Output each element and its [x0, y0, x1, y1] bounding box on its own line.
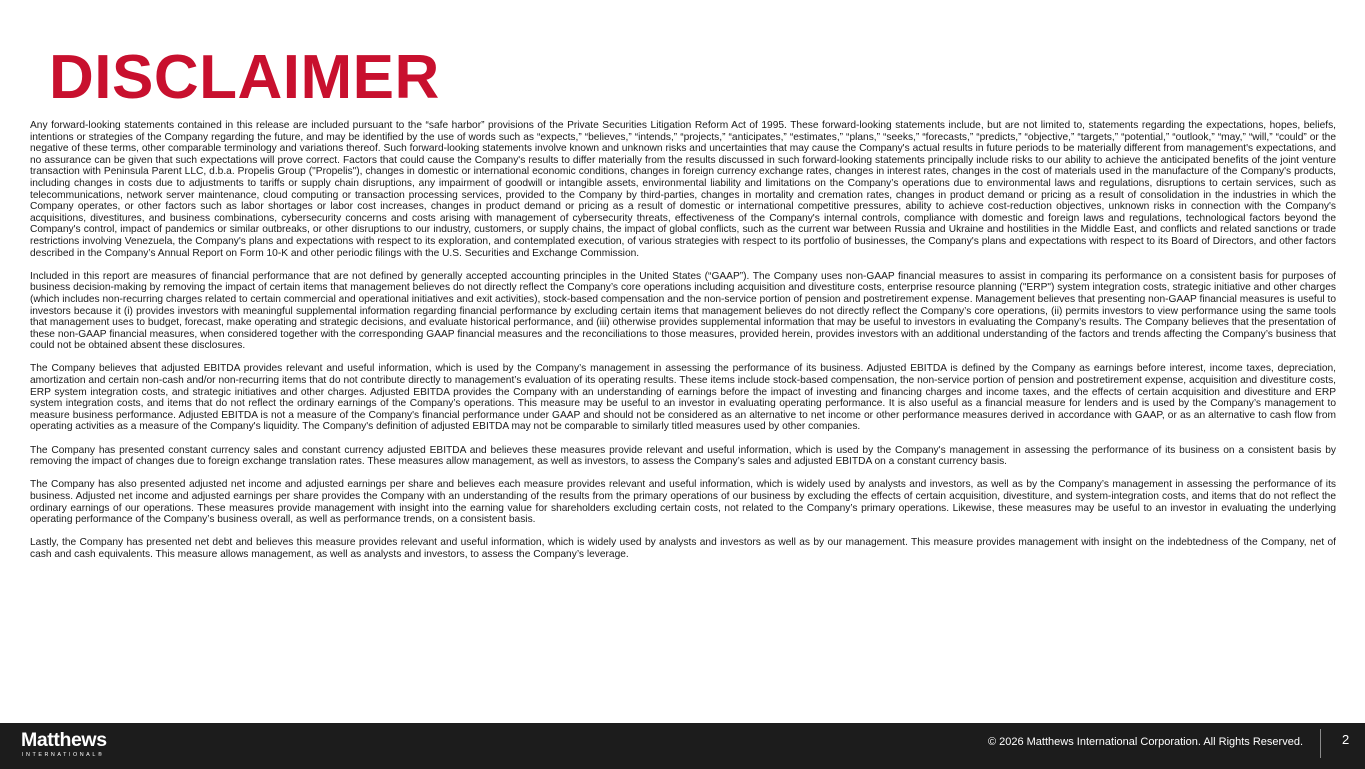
disclaimer-paragraph-forward-looking: Any forward-looking statements contained in this release are included pursuant to the “safe harbor” provisions of the Private Securities Litigation Reform Act of 1995. These forward-looking statements include, but are not limited to, statements regarding the expectations, hopes, beliefs, intentions or strategies of the Company regarding the future, and may be identified by the use of words such as “expects,” “believes,” “intends,” “projects,” “anticipates,” “estimates,” “plans,” “seeks,” “forecasts,” “predicts,” “objective,” “targets,” “potential,” “outlook,” “may,” “will,” “could” or the negative of these terms, other comparable terminology and variations thereof. Such forward-looking statements involve known and unknown risks and uncertainties that may cause the Company's actual results in future periods to be materially different from management's expectations, and no assurance can be given that such expectations will prove correct. Factors that could cause the Company's results to differ materially from the results discussed in such forward-looking statements principally include risks to our ability to achieve the anticipated benefits of the joint venture transaction with Peninsula Parent LLC, d.b.a. Propelis Group ("Propelis"), changes in domestic or international economic conditions, changes in foreign currency exchange rates, changes in interest rates, changes in the cost of materials used in the manufacture of the Company's products, including changes in costs due to adjustments to tariffs or supply chain disruptions, any impairment of goodwill or intangible assets, environmental liability and limitations on the Company’s operations due to environmental laws and regulations, disruptions to certain services, such as telecommunications, network server maintenance, cloud computing or transaction processing services, provided to the Company by third-parties, changes in mortality and cremation rates, changes in product demand or pricing as a result of consolidation in the industries in which the Company operates, or other factors such as labor shortages or labor cost increases, changes in product demand or pricing as a result of domestic or international competitive pressures, ability to achieve cost-reduction objectives, unknown risks in connection with the Company's acquisitions, divestitures, and business combinations, cybersecurity concerns and costs arising with management of cybersecurity threats, effectiveness of the Company's internal controls, compliance with domestic and foreign laws and regulations, technological factors beyond the Company's control, impact of pandemics or similar outbreaks, or other disruptions to our industry, customers, or supply chains, the impact of global conflicts, such as the current war between Russia and Ukraine and hostilities in the Middle East, and conflicts and related sanctions or trade restrictions involving Venezuela, the Company's plans and expectations with respect to its exploration, and contemplated execution, of various strategies with respect to its portfolio of businesses, the Company's plans and expectations with respect to its Board of Directors, and other factors described in the Company’s Annual Report on Form 10-K and other periodic filings with the U.S. Securities and Exchange Commission. — [30, 120, 1336, 259]
footer-bar — [0, 723, 1365, 769]
logo-wordmark: Matthews — [21, 729, 107, 751]
company-logo — [21, 729, 131, 763]
disclaimer-paragraph-adjusted-net-income: The Company has also presented adjusted net income and adjusted earnings per share and believes each measure provides relevant and useful information, which is widely used by analysts and investors, as well as by the Company’s management in assessing the performance of its business. Adjusted net income and adjusted earnings per share provides the Company with an understanding of the results from the primary operations of our business by excluding the effects of certain acquisition, divestiture, and system-integration costs, and items that do not reflect the ordinary earnings of our operations. These measures provide management with insight into the earning value for shareholders excluding certain costs, not related to the Company’s primary operations. Likewise, these measures may be useful to an investor in evaluating the underlying operating performance of the Company’s business overall, as well as performance trends, on a consistent basis. — [30, 479, 1336, 526]
logo-subtitle: INTERNATIONAL® — [22, 752, 105, 758]
disclaimer-paragraph-net-debt: Lastly, the Company has presented net debt and believes this measure provides relevant and useful information, which is widely used by analysts and investors as well as by our management. This measure provides management with insight on the indebtedness of the Company, net of cash and cash equivalents. This measure allows management, as well as analysts and investors, to assess the Company’s leverage. — [30, 537, 1336, 560]
disclaimer-paragraph-adjusted-ebitda: The Company believes that adjusted EBITDA provides relevant and useful information, which is used by the Company’s management in assessing the performance of its business. Adjusted EBITDA is defined by the Company as earnings before interest, income taxes, depreciation, amortization and certain non-cash and/or non-recurring items that do not contribute directly to management’s evaluation of its operating results. These items include stock-based compensation, the non-service portion of pension and postretirement expense, acquisition and divestiture costs, ERP system integration costs, and strategic initiatives and other charges. Adjusted EBITDA provides the Company with an understanding of earnings before the impact of investing and financing charges and income taxes, and the effects of certain acquisition and divestiture and ERP system integration costs, and items that do not reflect the ordinary earnings of the Company’s operations. This measure may be useful to an investor in evaluating operating performance. It is also useful as a financial measure for lenders and is used by the Company’s management to measure business performance. Adjusted EBITDA is not a measure of the Company's financial performance under GAAP and should not be considered as an alternative to net income or other performance measures derived in accordance with GAAP, or as an alternative to cash flow from operating activities as a measure of the Company's liquidity. The Company's definition of adjusted EBITDA may not be comparable to similarly titled measures used by other companies. — [30, 363, 1336, 433]
copyright-notice: © 2026 Matthews International Corporation. All Rights Reserved. — [987, 736, 1303, 748]
disclaimer-paragraph-constant-currency: The Company has presented constant currency sales and constant currency adjusted EBITDA and believes these measures provide relevant and useful information, which is used by the Company's management in assessing the performance of its business on a consistent basis by removing the impact of changes due to foreign exchange translation rates. These measures allow management, as well as investors, to assess the Company’s sales and adjusted EBITDA on a constant currency basis. — [30, 444, 1336, 468]
disclaimer-paragraph-non-gaap: Included in this report are measures of financial performance that are not defined by generally accepted accounting principles in the United States (“GAAP”). The Company uses non-GAAP financial measures to assist in comparing its performance on a consistent basis for purposes of business decision-making by removing the impact of certain items that management believes do not directly reflect the Company’s core operations including acquisition and divestiture costs, enterprise resource planning ("ERP") system integration costs, strategic initiative and other charges (which includes non-recurring charges related to certain commercial and operational initiatives and exit activities), stock-based compensation and the non-service portion of pension and postretirement expense. Management believes that presenting non-GAAP financial measures is useful to investors because it (i) provides investors with meaningful supplemental information regarding financial performance by excluding certain items that management believes do not directly reflect the Company’s core operations, (ii) permits investors to view performance using the same tools that management uses to budget, forecast, make operating and strategic decisions, and evaluate historical performance, and (iii) otherwise provides supplemental information that may be useful to investors in evaluating the Company’s results. The Company believes that the presentation of these non-GAAP financial measures, when considered together with the corresponding GAAP financial measures and the reconciliations to those measures, provided herein, provides investors with an additional understanding of the factors and trends affecting the Company’s business that could not be obtained absent these disclosures. — [30, 270, 1336, 352]
page-title: DISCLAIMER — [49, 43, 440, 112]
disclaimer-body — [30, 120, 1336, 572]
footer-divider — [1320, 729, 1321, 758]
page-number: 2 — [1342, 732, 1350, 747]
